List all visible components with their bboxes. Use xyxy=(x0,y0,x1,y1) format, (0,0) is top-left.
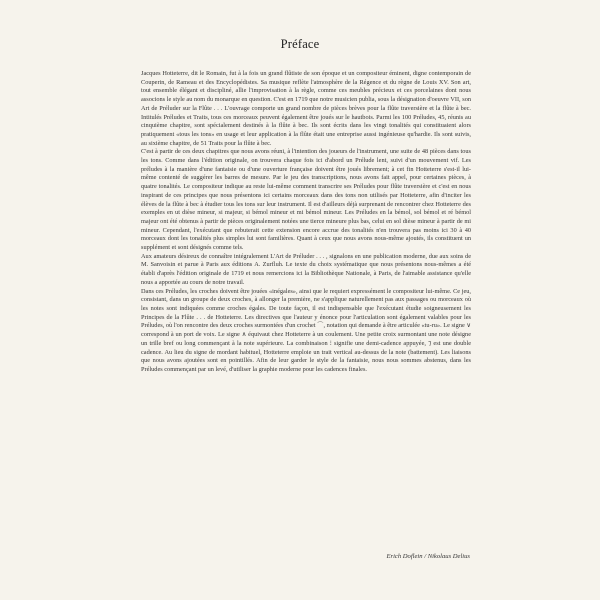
signature: Erich Doflein / Nikolaus Delius xyxy=(386,553,470,560)
paragraph-4: Dans ces Préludes, les croches doivent être jouées «inégales», ainsi que le requiert expressément le compositeur lui-même. Ce jeu, consistant, dans un groupe de deux croches, à allonger la première, ne s'applique naturellement pas aux passages ou morceaux où les notes sont indiquées comme croches égales. De toute façon, il est indispensable que l'exécutant étudie soigneusement les Principes de la Flûte . . . de Hotteterre. Les directives que l'auteur y énonce pour l'articulation sont également valables pour les Préludes, où l'on rencontre des deux croches surmontées d'un crochet ⌒, notation qui demande à être articulée «tu-ru». Le signe ∨ correspond à un port de voix. Le signe ∧ équivaut chez Hotteterre à un coulement. Une petite croix surmontant une note désigne un trille bref ou long commençant à la note supérieure. La combinaison ⁝ signifie une demi-cadence appuyée, ⁊ est une double cadence. Au lieu du signe de mordant habituel, Hotteterre emploie un trait vertical au-dessus de la note (battement). Les liaisons que nous avons ajoutées sont en pointillés. Afin de leur garder le style de la fantaisie, nous nous sommes abstenus, dans les Préludes commençant par un levé, d'utiliser la graphie moderne pour les cadences finales. xyxy=(141,287,471,373)
paragraph-1: Jacques Hotteterre, dit le Romain, fut à la fois un grand flûtiste de son époque et un compositeur éminent, digne contemporain de Couperin, de Rameau et des Encyclopédistes. Sa musique reflète l'atmosphère de la Régence et du règne de Louis XV. Son art, tout ensemble élégant et discipliné, allie l'improvisation à la règle, comme ces meubles précieux et ces porcelaines dont nous associons le style au nom du monarque en question. C'est en 1719 que notre musicien publia, sous la désignation d'oeuvre VII, son Art de Préluder sur la Flûte . . . L'ouvrage comporte un grand nombre de pièces brèves pour la flûte traversière et la flûte à bec. Intitulés Préludes et Traits, tous ces morceaux peuvent également être joués sur le hautbois. Parmi les 100 Préludes, 45, réunis au cinquième chapitre, sont spécialement destinés à la flûte à bec. Ils sont écrits dans les vingt tonalités qui constituaient alors pratiquement «tous les tons» en usage et leur application à la flûte était une entreprise aussi ingénieuse qu'hardie. Ils sont suivis, au sixième chapitre, de 51 Traits pour la flûte à bec. xyxy=(141,70,471,147)
paragraph-2: C'est à partir de ces deux chapitres que nous avons réuni, à l'intention des joueurs de l'instrument, une suite de 48 pièces dans tous les tons. Comme dans l'édition originale, on trouvera chaque fois ici d'abord un Prélude lent, suivi d'un mouvement vif. Les préludes à la manière d'une fantaisie ou d'une ouverture française doivent être joués librement; à cet fin Hotteterre s'est-il lui-même contenté de suggérer les barres de mesure. Par le jeu des transcriptions, nous avons fait appel, pour certaines pièces, à quatre tonalités. Le compositeur indique au reste lui-même comment transcrire ses Préludes pour flûte traversière et c'est en nous inspirant de ces principes que nous présentons ici certains morceaux dans des tons non utilisés par Hotteterre, afin d'inciter les élèves de la flûte à bec à étudier tous les tons sur leur instrument. Il est d'ailleurs déjà surprenant de rencontrer chez Hotteterre des exemples en ut dièse mineur, si majeur, si bémol mineur et mi bémol mineur. Les Préludes en la bémol, sol bémol et ré bémol majeur ont été obtenus à partir de pièces originalement notées une tierce mineure plus bas, celui en sol dièse mineur à partir de mi mineur. Cependant, l'exécutant que rebuterait cette extension encore accrue des tonalités n'en trouvera pas moins ici 30 à 40 morceaux dont les tonalités plus simples lui sont familières. Quant à ceux que nous avons nous-même ajoutés, ils constituent un supplément et sont désignés comme tels. xyxy=(141,148,471,252)
preface-body xyxy=(141,70,471,375)
page-title: Préface xyxy=(280,37,320,51)
paragraph-3: Aux amateurs désireux de connaître intégralement L'Art de Préluder . . . , signalons en une publication moderne, due aux soins de M. Sanvoisin et parue à Paris aux éditions A. Zurfluh. Le texte du choix systématique que nous présentons nous-mêmes a été établi d'après l'édition originale de 1719 et nous remercions ici la Bibliothèque Nationale, à Paris, de l'aimable assistance qu'elle nous a apportée au cours de notre travail. xyxy=(141,252,471,286)
